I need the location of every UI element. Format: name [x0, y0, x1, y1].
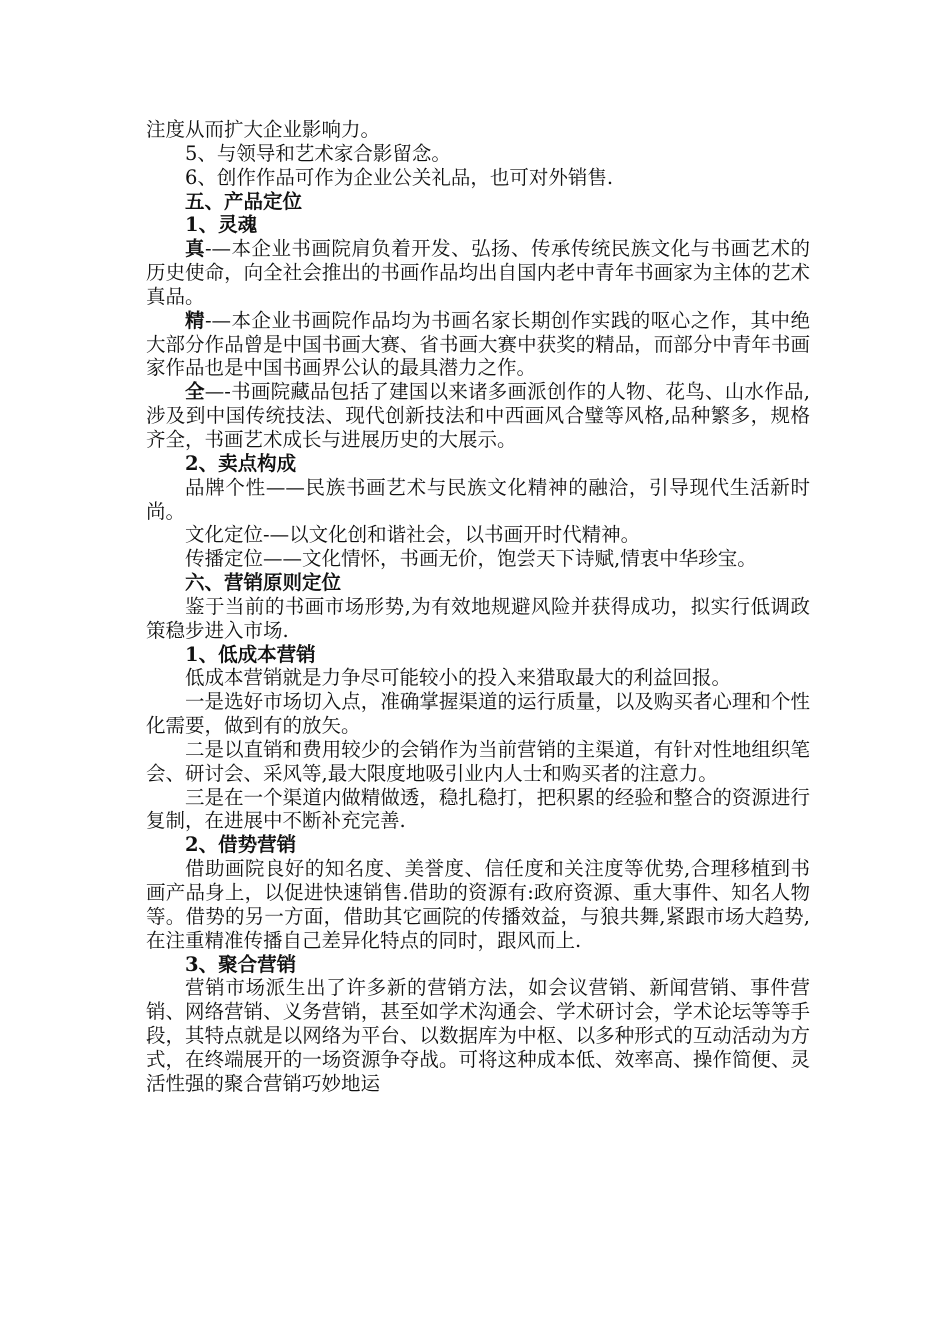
list-item: 5、与领导和艺术家合影留念。	[185, 141, 451, 165]
paragraph: 注度从而扩大企业影响力。	[146, 118, 381, 141]
section-heading: 五、产品定位	[185, 189, 303, 213]
paragraph: 文化定位-—以文化创和谐社会，以书画开时代精神。	[185, 523, 641, 547]
paragraph: 借助画院良好的知名度、美誉度、信任度和关注度等优势,合理移植到书画产品身上，以促进快速销售.借助的资源有:政府资源、重大事件、知名人物等。借势的另一方面，借助其它画院的传播效益，与狼共舞,紧跟市场大趋势,在注重精准传播自己差异化特点的同时，跟风而上.	[146, 857, 810, 952]
section-heading: 六、营销原则定位	[185, 571, 342, 595]
paragraph: 二是以直销和费用较少的会销作为当前营销的主渠道，有针对性地组织笔会、研讨会、采风等,最大限度地吸引业内人士和购买者的注意力。	[146, 737, 810, 785]
paragraph	[146, 380, 810, 452]
paragraph: 品牌个性——民族书画艺术与民族文化精神的融洽，引导现代生活新时尚。	[146, 475, 810, 523]
subsection-heading: 1、灵魂	[185, 213, 258, 237]
paragraph-text: -—本企业书画院肩负着开发、弘扬、传承传统民族文化与书画艺术的历史使命，向全社会推出的书画作品均出自国内老中青年书画家为主体的艺术真品。	[146, 237, 810, 308]
list-item: 6、创作作品可作为企业公关礼品，也可对外销售.	[185, 165, 614, 189]
lead-word: 精	[185, 308, 205, 332]
paragraph: 鉴于当前的书画市场形势,为有效地规避风险并获得成功，拟实行低调政策稳步进入市场.	[146, 594, 810, 642]
paragraph	[146, 309, 810, 381]
paragraph: 三是在一个渠道内做精做透，稳扎稳打，把积累的经验和整合的资源进行复制，在进展中不断补充完善.	[146, 785, 810, 833]
subsection-heading: 2、借势营销	[185, 833, 297, 857]
paragraph: 一是选好市场切入点，准确掌握渠道的运行质量，以及购买者心理和个性化需要，做到有的放矢。	[146, 690, 810, 738]
paragraph: 营销市场派生出了许多新的营销方法，如会议营销、新闻营销、事件营销、网络营销、义务营销，甚至如学术沟通会、学术研讨会，学术论坛等等手段，其特点就是以网络为平台、以数据库为中枢、以多种形式的互动活动为方式，在终端展开的一场资源争夺战。可将这种成本低、效率高、操作简便、灵活性强的聚合营销巧妙地运	[146, 976, 810, 1095]
paragraph-text: -—本企业书画院作品均为书画名家长期创作实践的呕心之作，其中绝大部分作品曾是中国书画大赛、省书画大赛中获奖的精品，而部分中青年书画家作品也是中国书画界公认的最具潜力之作。	[146, 308, 810, 380]
paragraph: 低成本营销就是力争尽可能较小的投入来猎取最大的利益回报。	[185, 666, 732, 690]
subsection-heading: 2、卖点构成	[185, 451, 297, 475]
subsection-heading: 1、低成本营销	[185, 642, 316, 666]
lead-word: 全	[185, 380, 205, 404]
subsection-heading: 3、聚合营销	[185, 952, 297, 976]
paragraph-text: —-书画院藏品包括了建国以来诸多画派创作的人物、花鸟、山水作品,涉及到中国传统技法、现代创新技法和中西画风合璧等风格,品种繁多，规格齐全，书画艺术成长与进展历史的大展示。	[146, 380, 810, 451]
paragraph: 传播定位——文化情怀，书画无价，饱尝天下诗赋,情衷中华珍宝。	[185, 547, 757, 571]
lead-word: 真	[185, 237, 205, 261]
document-page	[146, 118, 810, 1096]
paragraph	[146, 237, 810, 309]
